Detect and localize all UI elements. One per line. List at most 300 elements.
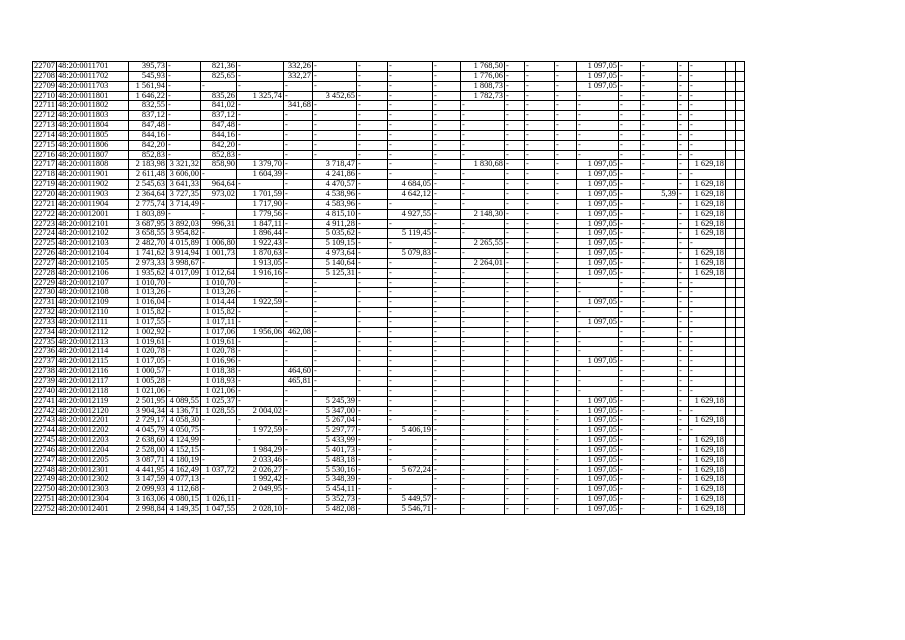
- value-cell: -: [236, 278, 283, 288]
- value-cell: [725, 130, 735, 140]
- value-cell: [735, 327, 744, 337]
- value-cell: -: [356, 101, 387, 111]
- row-number-cell: 22733: [34, 317, 55, 326]
- value-cell: 1 916,16: [236, 268, 283, 278]
- value-cell: -: [166, 209, 200, 219]
- value-cell: [735, 91, 744, 101]
- value-cell: -: [640, 111, 677, 121]
- value-cell: -: [432, 249, 460, 259]
- table-row: [33, 91, 745, 101]
- value-cell: -: [460, 337, 504, 347]
- value-cell: -: [460, 396, 504, 406]
- value-cell: [735, 455, 744, 465]
- value-cell: 4 241,86: [312, 170, 356, 180]
- value-cell: [725, 485, 735, 495]
- value-cell: 1 097,05: [576, 258, 618, 268]
- value-cell: -: [356, 455, 387, 465]
- value-cell: -: [387, 396, 432, 406]
- value-cell: -: [504, 180, 524, 190]
- cadastral-number-cell: 48:20:0011802: [56, 101, 128, 111]
- value-cell: -: [387, 347, 432, 357]
- value-cell: -: [576, 337, 618, 347]
- value-cell: -: [356, 150, 387, 160]
- table-row: [33, 465, 745, 475]
- value-cell: -: [387, 278, 432, 288]
- table-row: [33, 504, 745, 514]
- value-cell: -: [236, 150, 283, 160]
- value-cell: -: [618, 209, 640, 219]
- row-number-cell: 22747: [34, 455, 55, 464]
- value-cell: -: [677, 150, 688, 160]
- value-cell: 1 006,80: [200, 239, 236, 249]
- value-cell: 1 896,44: [236, 229, 283, 239]
- value-cell: -: [524, 337, 554, 347]
- cadastral-number-cell: 48:20:0012105: [56, 258, 128, 268]
- value-cell: -: [618, 101, 640, 111]
- value-cell: -: [618, 170, 640, 180]
- value-cell: -: [460, 386, 504, 396]
- value-cell: -: [504, 416, 524, 426]
- value-cell: -: [283, 140, 312, 150]
- value-cell: -: [387, 377, 432, 387]
- value-cell: -: [576, 130, 618, 140]
- value-cell: 837,12: [200, 111, 236, 121]
- value-cell: [725, 406, 735, 416]
- value-cell: -: [677, 71, 688, 81]
- value-cell: 1 629,18: [688, 485, 725, 495]
- value-cell: [725, 140, 735, 150]
- value-cell: 341,68: [283, 101, 312, 111]
- value-cell: 2 775,74: [128, 199, 166, 209]
- value-cell: -: [312, 298, 356, 308]
- value-cell: [735, 219, 744, 229]
- value-cell: -: [640, 199, 677, 209]
- value-cell: 1 379,70: [236, 160, 283, 170]
- value-cell: [735, 475, 744, 485]
- value-cell: [735, 150, 744, 160]
- value-cell: [725, 347, 735, 357]
- value-cell: 4 583,96: [312, 199, 356, 209]
- value-cell: -: [618, 71, 640, 81]
- table-row: [33, 495, 745, 505]
- value-cell: -: [200, 229, 236, 239]
- value-cell: 3 658,55: [128, 229, 166, 239]
- cadastral-number-cell: 48:20:0012116: [56, 367, 128, 377]
- value-cell: 1 629,18: [688, 199, 725, 209]
- value-cell: 5 297,77: [312, 426, 356, 436]
- value-cell: -: [283, 504, 312, 514]
- value-cell: -: [554, 278, 576, 288]
- value-cell: 847,48: [128, 121, 166, 131]
- value-cell: 1 026,11: [200, 495, 236, 505]
- value-cell: -: [576, 111, 618, 121]
- value-cell: 1 018,93: [200, 377, 236, 387]
- value-cell: -: [166, 317, 200, 327]
- row-number-cell: 22715: [34, 140, 55, 149]
- value-cell: -: [640, 317, 677, 327]
- value-cell: 1 629,18: [688, 416, 725, 426]
- value-cell: -: [524, 485, 554, 495]
- value-cell: -: [524, 288, 554, 298]
- table-row: [33, 327, 745, 337]
- value-cell: -: [504, 268, 524, 278]
- value-cell: [725, 91, 735, 101]
- table-row: [33, 62, 745, 72]
- value-cell: 1 097,05: [576, 475, 618, 485]
- value-cell: -: [504, 386, 524, 396]
- value-cell: -: [618, 445, 640, 455]
- table-row: [33, 288, 745, 298]
- value-cell: 4 015,89: [166, 239, 200, 249]
- value-cell: 1 097,05: [576, 298, 618, 308]
- value-cell: -: [688, 111, 725, 121]
- value-cell: -: [524, 258, 554, 268]
- value-cell: 5 348,39: [312, 475, 356, 485]
- value-cell: -: [387, 71, 432, 81]
- value-cell: -: [524, 445, 554, 455]
- value-cell: -: [166, 308, 200, 318]
- value-cell: -: [554, 416, 576, 426]
- value-cell: -: [504, 101, 524, 111]
- value-cell: 1 097,05: [576, 239, 618, 249]
- value-cell: -: [640, 140, 677, 150]
- value-cell: -: [618, 219, 640, 229]
- table-row: [33, 101, 745, 111]
- value-cell: -: [356, 91, 387, 101]
- value-cell: -: [200, 416, 236, 426]
- value-cell: -: [200, 199, 236, 209]
- value-cell: -: [460, 416, 504, 426]
- value-cell: 1 097,05: [576, 436, 618, 446]
- value-cell: -: [387, 101, 432, 111]
- value-cell: 1 847,11: [236, 219, 283, 229]
- value-cell: -: [640, 71, 677, 81]
- value-cell: -: [524, 298, 554, 308]
- value-cell: -: [356, 298, 387, 308]
- value-cell: -: [618, 416, 640, 426]
- value-cell: 1 629,18: [688, 465, 725, 475]
- value-cell: -: [554, 317, 576, 327]
- value-cell: -: [677, 199, 688, 209]
- value-cell: -: [432, 347, 460, 357]
- value-cell: -: [618, 426, 640, 436]
- value-cell: [725, 495, 735, 505]
- cadastral-number-cell: 48:20:0012119: [56, 396, 128, 406]
- value-cell: -: [554, 288, 576, 298]
- value-cell: [725, 160, 735, 170]
- value-cell: -: [356, 436, 387, 446]
- value-cell: -: [460, 111, 504, 121]
- value-cell: [735, 426, 744, 436]
- value-cell: -: [677, 347, 688, 357]
- value-cell: 3 641,33: [166, 180, 200, 190]
- value-cell: -: [554, 180, 576, 190]
- value-cell: [735, 406, 744, 416]
- value-cell: [735, 465, 744, 475]
- value-cell: [735, 62, 744, 72]
- value-cell: -: [312, 140, 356, 150]
- value-cell: -: [554, 377, 576, 387]
- value-cell: [725, 111, 735, 121]
- value-cell: 852,83: [128, 150, 166, 160]
- cadastral-number-cell: 48:20:0011904: [56, 199, 128, 209]
- cadastral-number-cell: 48:20:0011807: [56, 150, 128, 160]
- value-cell: [735, 170, 744, 180]
- value-cell: -: [688, 278, 725, 288]
- value-cell: -: [283, 426, 312, 436]
- value-cell: -: [166, 347, 200, 357]
- value-cell: -: [283, 317, 312, 327]
- table-row: [33, 180, 745, 190]
- value-cell: -: [677, 377, 688, 387]
- value-cell: [725, 426, 735, 436]
- value-cell: [725, 337, 735, 347]
- value-cell: -: [554, 308, 576, 318]
- value-cell: 842,20: [200, 140, 236, 150]
- value-cell: -: [356, 160, 387, 170]
- value-cell: -: [618, 160, 640, 170]
- value-cell: 1 028,55: [200, 406, 236, 416]
- value-cell: -: [356, 180, 387, 190]
- value-cell: -: [356, 377, 387, 387]
- value-cell: 1 013,26: [200, 288, 236, 298]
- value-cell: -: [504, 426, 524, 436]
- table-row: [33, 170, 745, 180]
- value-cell: -: [283, 288, 312, 298]
- value-cell: -: [460, 495, 504, 505]
- row-number-cell: 22746: [34, 445, 55, 454]
- value-cell: -: [618, 298, 640, 308]
- value-cell: 2 099,93: [128, 485, 166, 495]
- value-cell: -: [524, 180, 554, 190]
- value-cell: -: [640, 249, 677, 259]
- value-cell: -: [504, 111, 524, 121]
- value-cell: 1 002,92: [128, 327, 166, 337]
- value-cell: -: [460, 130, 504, 140]
- value-cell: -: [618, 288, 640, 298]
- row-number-cell: 22711: [34, 100, 55, 110]
- value-cell: -: [460, 140, 504, 150]
- value-cell: -: [460, 465, 504, 475]
- row-number-cell: 22734: [34, 327, 55, 336]
- value-cell: -: [200, 485, 236, 495]
- value-cell: -: [618, 357, 640, 367]
- value-cell: -: [312, 317, 356, 327]
- value-cell: -: [312, 377, 356, 387]
- value-cell: [735, 140, 744, 150]
- value-cell: [735, 130, 744, 140]
- value-cell: -: [504, 81, 524, 91]
- value-cell: 3 147,59: [128, 475, 166, 485]
- value-cell: 1 097,05: [576, 229, 618, 239]
- cadastral-number-cell: 48:20:0012120: [56, 406, 128, 416]
- value-cell: -: [677, 180, 688, 190]
- value-cell: -: [677, 317, 688, 327]
- value-cell: 4 089,55: [166, 396, 200, 406]
- cadastral-number-cell: 48:20:0012111: [56, 317, 128, 327]
- value-cell: 4 815,10: [312, 209, 356, 219]
- value-cell: -: [677, 406, 688, 416]
- value-cell: 1 325,74: [236, 91, 283, 101]
- table-row: [33, 81, 745, 91]
- value-cell: -: [432, 406, 460, 416]
- value-cell: -: [432, 170, 460, 180]
- value-cell: -: [356, 121, 387, 131]
- value-cell: -: [200, 426, 236, 436]
- row-number-cell: 22723: [34, 219, 55, 228]
- value-cell: [735, 189, 744, 199]
- value-cell: 1 097,05: [576, 81, 618, 91]
- value-cell: -: [356, 327, 387, 337]
- value-cell: -: [236, 101, 283, 111]
- value-cell: -: [640, 160, 677, 170]
- value-cell: -: [677, 249, 688, 259]
- value-cell: -: [524, 278, 554, 288]
- value-cell: -: [504, 229, 524, 239]
- value-cell: -: [504, 485, 524, 495]
- value-cell: -: [166, 288, 200, 298]
- cadastral-number-cell: 48:20:0011801: [56, 91, 128, 101]
- value-cell: -: [460, 298, 504, 308]
- value-cell: 1 956,06: [236, 327, 283, 337]
- value-cell: -: [432, 121, 460, 131]
- value-cell: -: [166, 337, 200, 347]
- value-cell: -: [504, 367, 524, 377]
- value-cell: -: [524, 268, 554, 278]
- value-cell: 821,36: [200, 62, 236, 72]
- value-cell: 1 097,05: [576, 445, 618, 455]
- value-cell: -: [618, 111, 640, 121]
- value-cell: -: [504, 62, 524, 72]
- value-cell: 1 935,62: [128, 268, 166, 278]
- table-row: [33, 445, 745, 455]
- value-cell: -: [460, 180, 504, 190]
- cadastral-number-cell: 48:20:0012108: [56, 288, 128, 298]
- value-cell: -: [677, 436, 688, 446]
- value-cell: 1 025,37: [200, 396, 236, 406]
- cadastral-number-cell: 48:20:0012117: [56, 377, 128, 387]
- value-cell: -: [688, 317, 725, 327]
- value-cell: -: [688, 327, 725, 337]
- value-cell: -: [312, 308, 356, 318]
- cadastral-number-cell: 48:20:0011901: [56, 170, 128, 180]
- value-cell: -: [640, 150, 677, 160]
- value-cell: -: [283, 111, 312, 121]
- value-cell: -: [640, 268, 677, 278]
- value-cell: 332,26: [283, 62, 312, 72]
- value-cell: [735, 180, 744, 190]
- value-cell: 4 152,15: [166, 445, 200, 455]
- value-cell: -: [524, 81, 554, 91]
- value-cell: -: [387, 298, 432, 308]
- value-cell: -: [432, 357, 460, 367]
- value-cell: -: [554, 229, 576, 239]
- value-cell: -: [460, 317, 504, 327]
- value-cell: -: [166, 140, 200, 150]
- value-cell: 1 629,18: [688, 249, 725, 259]
- value-cell: -: [618, 268, 640, 278]
- value-cell: -: [387, 268, 432, 278]
- value-cell: -: [432, 81, 460, 91]
- value-cell: -: [524, 504, 554, 514]
- value-cell: -: [283, 347, 312, 357]
- value-cell: 1 020,78: [128, 347, 166, 357]
- value-cell: -: [236, 416, 283, 426]
- value-cell: -: [387, 436, 432, 446]
- value-cell: -: [387, 367, 432, 377]
- value-cell: -: [283, 268, 312, 278]
- value-cell: -: [504, 327, 524, 337]
- value-cell: 1 097,05: [576, 249, 618, 259]
- value-cell: -: [504, 121, 524, 131]
- value-cell: -: [677, 239, 688, 249]
- value-cell: -: [677, 426, 688, 436]
- value-cell: -: [576, 367, 618, 377]
- value-cell: 2 729,17: [128, 416, 166, 426]
- value-cell: -: [432, 258, 460, 268]
- value-cell: 4 058,30: [166, 416, 200, 426]
- value-cell: -: [554, 209, 576, 219]
- value-cell: 842,20: [128, 140, 166, 150]
- value-cell: -: [387, 475, 432, 485]
- value-cell: -: [166, 327, 200, 337]
- value-cell: 3 914,94: [166, 249, 200, 259]
- value-cell: -: [356, 406, 387, 416]
- table-row: [33, 209, 745, 219]
- value-cell: -: [618, 62, 640, 72]
- value-cell: -: [554, 219, 576, 229]
- value-cell: -: [677, 268, 688, 278]
- value-cell: 1 984,29: [236, 445, 283, 455]
- value-cell: -: [618, 367, 640, 377]
- value-cell: -: [236, 71, 283, 81]
- value-cell: 1 017,05: [128, 357, 166, 367]
- value-cell: -: [387, 170, 432, 180]
- value-cell: 1 779,56: [236, 209, 283, 219]
- value-cell: -: [460, 357, 504, 367]
- value-cell: 5,39: [640, 189, 677, 199]
- value-cell: -: [432, 239, 460, 249]
- value-cell: -: [554, 101, 576, 111]
- value-cell: -: [677, 455, 688, 465]
- value-cell: -: [460, 485, 504, 495]
- value-cell: -: [460, 170, 504, 180]
- value-cell: -: [640, 475, 677, 485]
- value-cell: -: [618, 121, 640, 131]
- value-cell: 3 087,71: [128, 455, 166, 465]
- value-cell: -: [504, 406, 524, 416]
- cadastral-number-cell: 48:20:0012118: [56, 386, 128, 396]
- value-cell: -: [554, 62, 576, 72]
- table-row: [33, 317, 745, 327]
- value-cell: 2 501,95: [128, 396, 166, 406]
- cadastral-value-table: [32, 61, 745, 515]
- value-cell: 996,31: [200, 219, 236, 229]
- value-cell: -: [554, 91, 576, 101]
- value-cell: -: [524, 91, 554, 101]
- value-cell: -: [283, 396, 312, 406]
- value-cell: 465,81: [283, 377, 312, 387]
- value-cell: -: [356, 347, 387, 357]
- value-cell: -: [524, 327, 554, 337]
- value-cell: [735, 81, 744, 91]
- value-cell: [735, 308, 744, 318]
- value-cell: -: [677, 189, 688, 199]
- value-cell: -: [432, 475, 460, 485]
- cadastral-number-cell: 48:20:0012204: [56, 445, 128, 455]
- value-cell: -: [618, 327, 640, 337]
- value-cell: -: [200, 455, 236, 465]
